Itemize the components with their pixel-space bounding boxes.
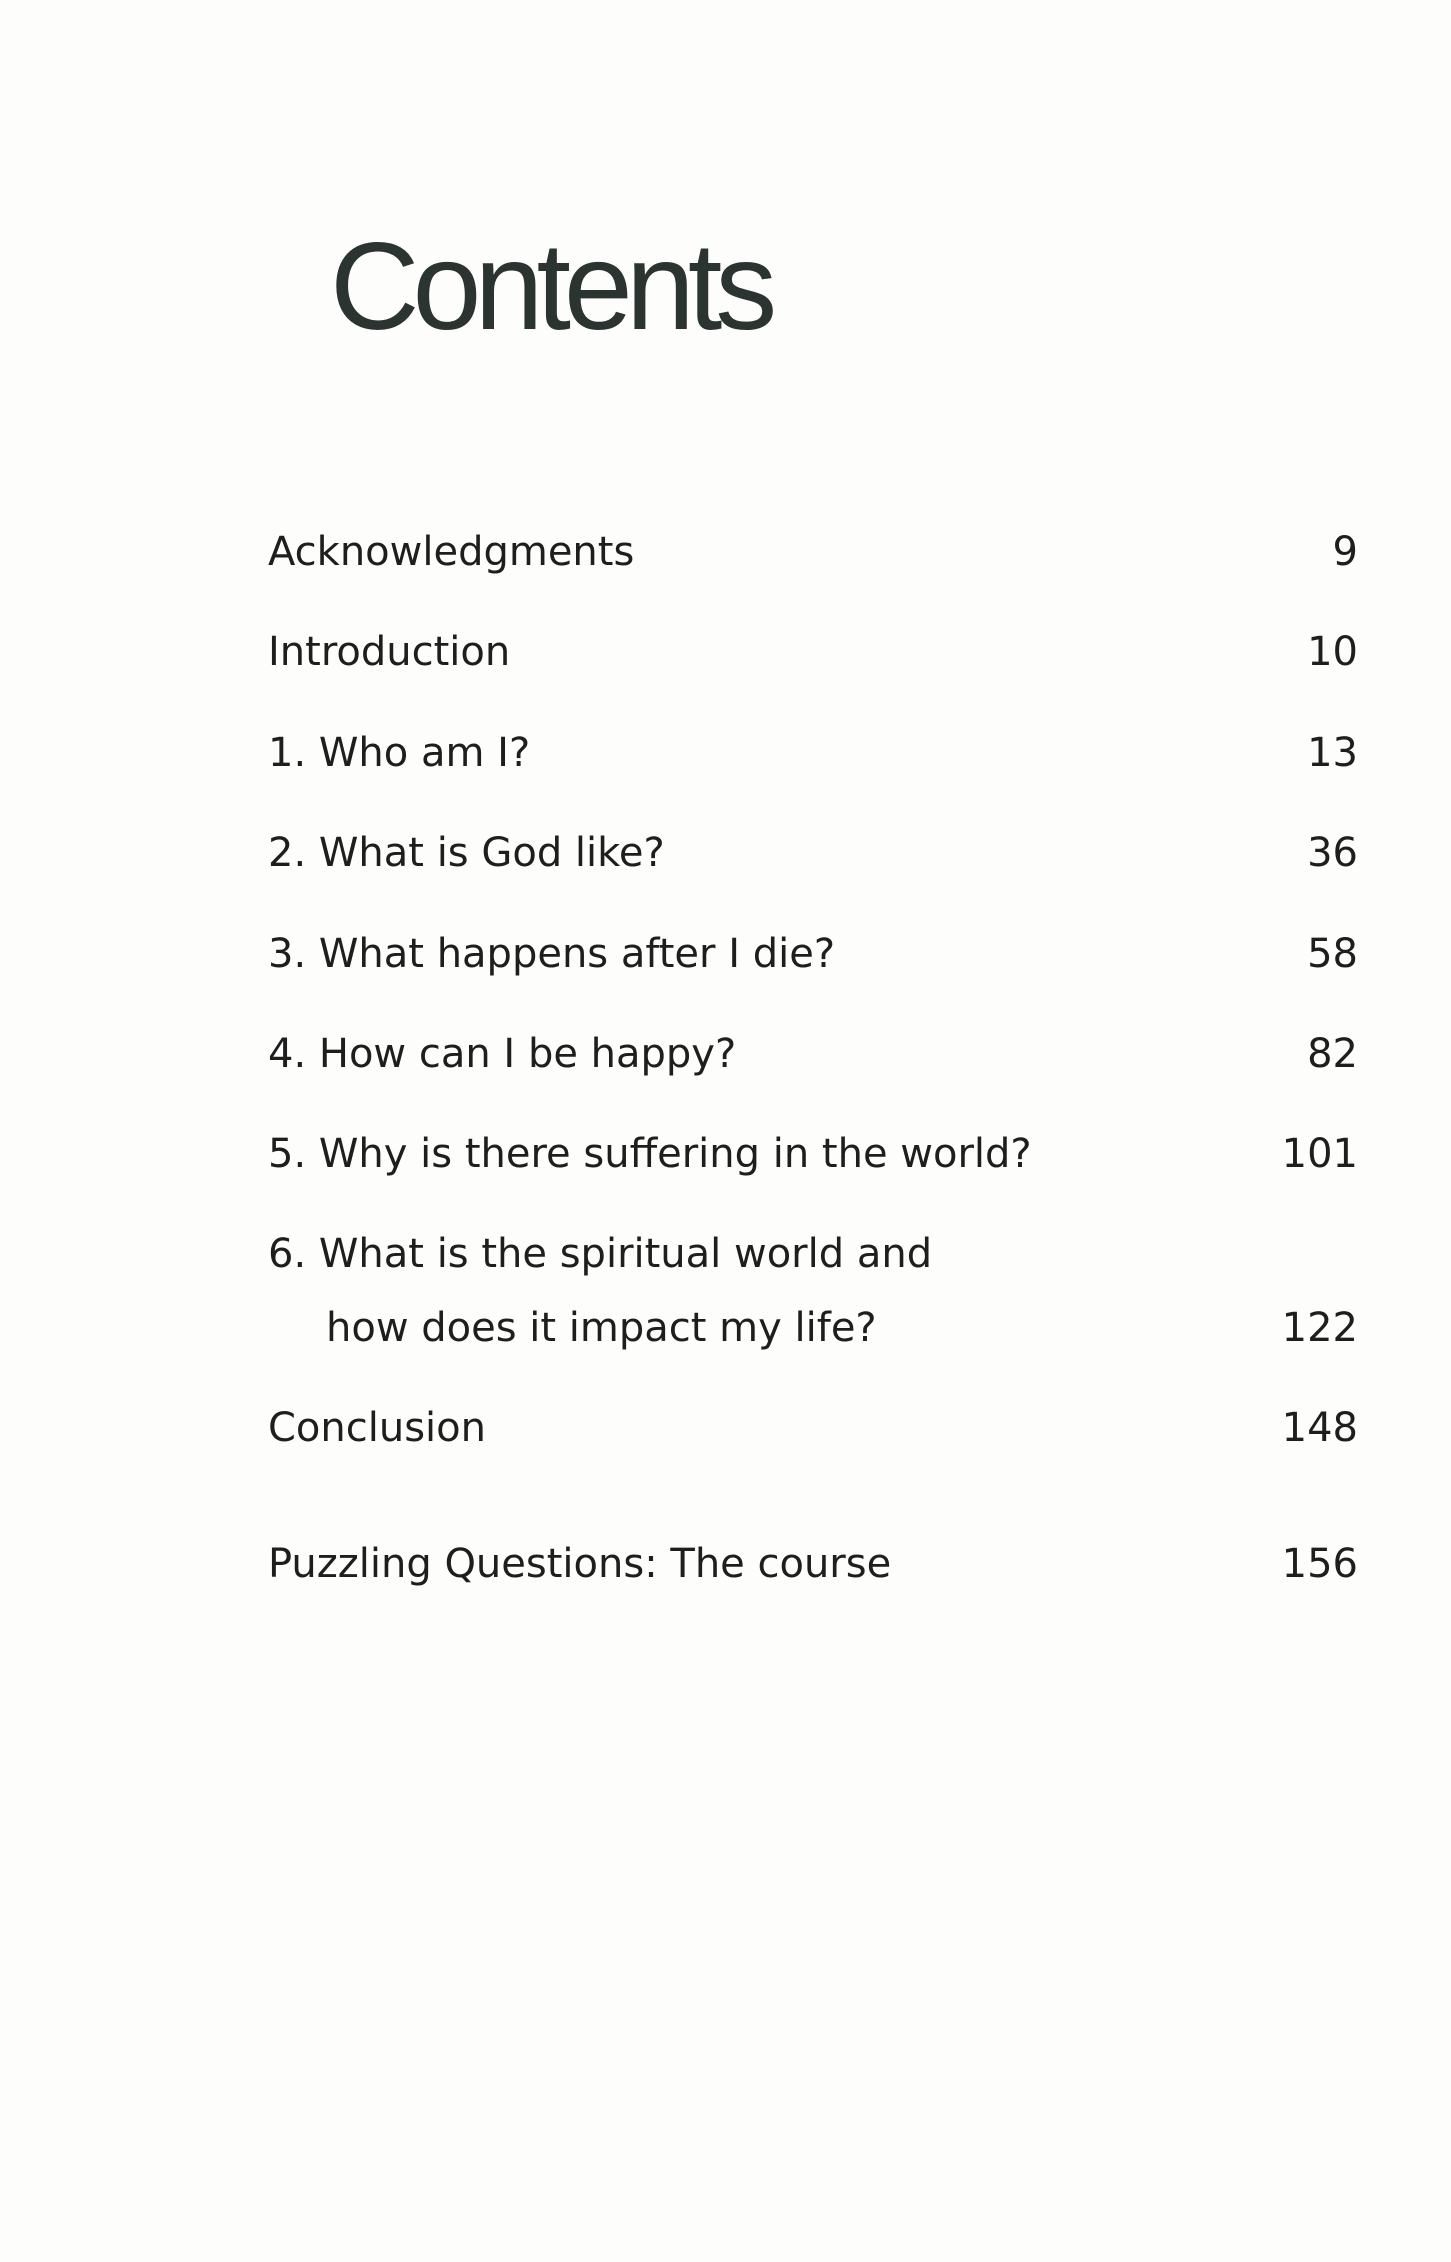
toc-page-number: 58 bbox=[1307, 931, 1358, 977]
toc-entry-label: 2. What is God like? bbox=[268, 830, 665, 876]
toc-entry-label: 6. What is the spiritual world and bbox=[268, 1231, 933, 1277]
toc-page-number: 156 bbox=[1281, 1541, 1358, 1587]
page-title: Contents bbox=[330, 218, 771, 356]
toc-entry-label: 3. What happens after I die? bbox=[268, 931, 836, 977]
toc-entry-label: Puzzling Questions: The course bbox=[268, 1541, 892, 1587]
toc-entry-label: Acknowledgments bbox=[268, 529, 635, 575]
toc-page-number: 148 bbox=[1281, 1405, 1358, 1451]
toc-page-number: 122 bbox=[1281, 1305, 1358, 1351]
toc-page-number: 13 bbox=[1307, 730, 1358, 776]
toc-page-number: 9 bbox=[1332, 529, 1358, 575]
toc-entry-label: Conclusion bbox=[268, 1405, 486, 1451]
toc-page-number: 36 bbox=[1307, 830, 1358, 876]
toc-entry-label: 5. Why is there suffering in the world? bbox=[268, 1131, 1032, 1177]
toc-entry-label: Introduction bbox=[268, 629, 511, 675]
toc-page-number: 82 bbox=[1307, 1031, 1358, 1077]
toc-entry-label: 1. Who am I? bbox=[268, 730, 531, 776]
toc-page-number: 10 bbox=[1307, 629, 1358, 675]
toc-page-number: 101 bbox=[1281, 1131, 1358, 1177]
toc-entry-label-continuation: how does it impact my life? bbox=[326, 1305, 877, 1351]
toc-entry-label: 4. How can I be happy? bbox=[268, 1031, 737, 1077]
